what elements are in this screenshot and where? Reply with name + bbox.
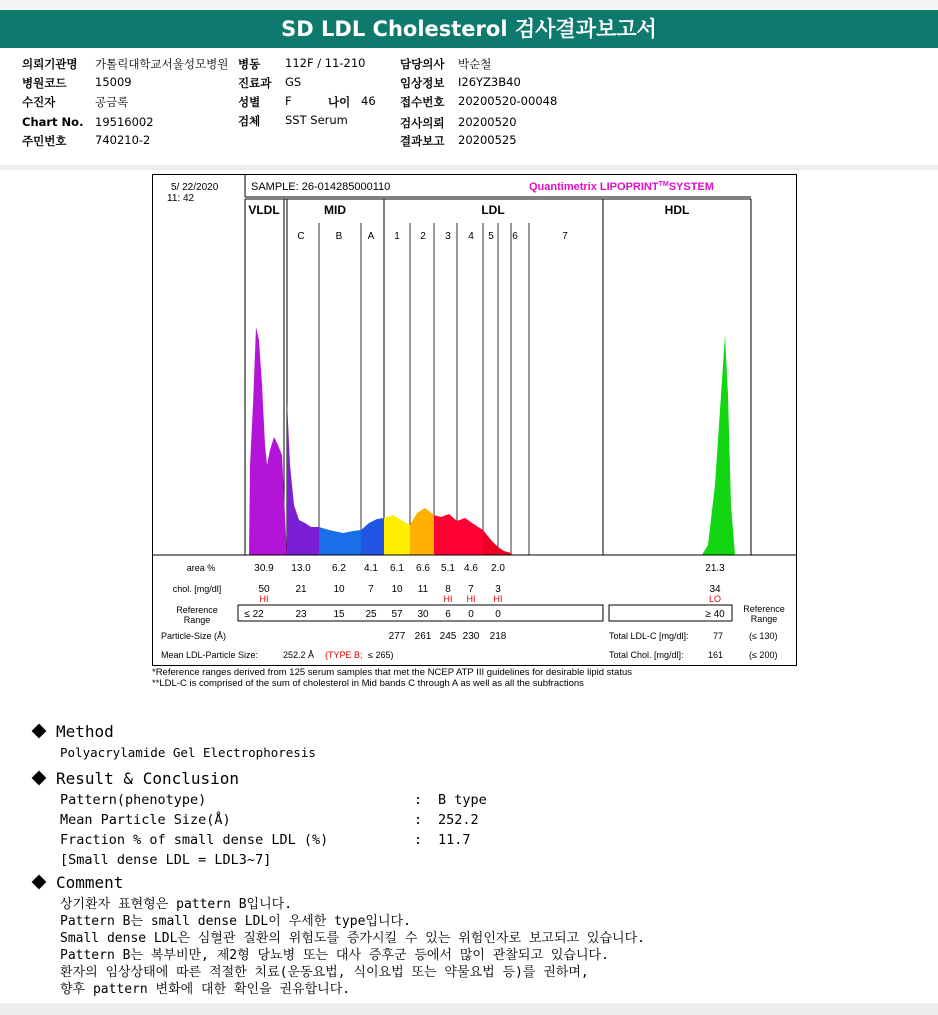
report-title: SD LDL Cholesterol 검사결과보고서 [0, 10, 938, 48]
footer-bar [0, 1003, 938, 1015]
report-label: 결과보고 [400, 134, 445, 148]
area-value: 5.1 [441, 563, 455, 574]
total-chol-value: 161 [708, 650, 724, 660]
total-ldl-ref: (≤ 130) [749, 631, 778, 641]
result-row-sep: : [414, 812, 423, 828]
ldl2-area [410, 508, 434, 555]
band-label: 1 [394, 231, 400, 242]
band-label: C [297, 231, 305, 242]
patient-info [0, 54, 938, 162]
request: 20200520 [458, 115, 517, 129]
row-label-area: area % [186, 563, 216, 573]
receipt: 20200520-00048 [458, 94, 558, 108]
ref-value: 6 [445, 609, 451, 620]
chol-value: 10 [333, 584, 345, 595]
hosp-code-label: 병원코드 [22, 76, 67, 90]
result-heading: Result & Conclusion [32, 769, 239, 788]
ref-value: ≤ 22 [244, 609, 264, 620]
hdl-chol-value: 34 [709, 584, 721, 595]
area-value: 4.6 [464, 563, 478, 574]
result-row-label: Fraction % of small dense LDL (%) [60, 832, 329, 848]
group-label: VLDL [248, 203, 280, 217]
row-label-chol: chol. [mg/dl] [172, 584, 222, 594]
note-2: **LDL-C is comprised of the sum of cholesterol in Mid bands C through A as well as all the subfractions [152, 678, 584, 689]
separator [0, 165, 938, 170]
group-label: HDL [664, 203, 690, 217]
hdl-ref-value: ≥ 40 [705, 609, 725, 620]
ref-value: 23 [295, 609, 307, 620]
total-chol-ref: (≤ 200) [749, 650, 778, 660]
request-label: 검사의뢰 [400, 116, 445, 130]
sex-label: 성별 [238, 95, 261, 109]
result-row-value: B type [438, 792, 487, 808]
top-border [0, 0, 938, 10]
hosp-code: 15009 [95, 75, 132, 89]
area-value: 6.2 [332, 563, 346, 574]
idnum-label: 주민번호 [22, 134, 67, 148]
group-label: LDL [481, 203, 505, 217]
area-value: 6.6 [416, 563, 430, 574]
chol-value: 50 [258, 584, 270, 595]
mid-c-area [287, 400, 319, 555]
lipoprint-svg [153, 175, 796, 665]
report-date: 20200525 [458, 133, 517, 147]
ref-value: 30 [417, 609, 429, 620]
doctor: 박순철 [458, 57, 492, 71]
band-label: 6 [512, 231, 518, 242]
method-heading: Method [32, 722, 114, 741]
diamond-bullet-icon [32, 724, 47, 739]
chart-notes [152, 667, 632, 689]
particle-size: 230 [462, 631, 480, 642]
comment-line: Pattern B는 small dense LDL이 우세한 type입니다. [60, 914, 411, 929]
band-label: A [367, 231, 375, 242]
specimen: SST Serum [285, 113, 348, 127]
chol-flag: HI [466, 594, 476, 604]
system-name: Quantimetrix LIPOPRINT™SYSTEM [529, 181, 714, 193]
dept: GS [285, 75, 302, 89]
idnum: 740210-2 [95, 133, 151, 147]
ref-value: 0 [495, 609, 501, 620]
ldl5-area [483, 530, 511, 555]
clinical: I26YZ3B40 [458, 75, 521, 89]
group-label: MID [324, 203, 346, 217]
patient-label: 수진자 [22, 95, 56, 109]
ldl3-area [434, 514, 457, 555]
method-text: Polyacrylamide Gel Electrophoresis [60, 745, 316, 760]
clinical-label: 임상정보 [400, 76, 445, 90]
band-label: 2 [420, 231, 426, 242]
band-label: 5 [488, 231, 494, 242]
ldl4-area [457, 518, 483, 555]
chol-flag: HI [259, 594, 269, 604]
ref-right-label: Range [750, 614, 778, 624]
particle-size: 261 [414, 631, 432, 642]
particle-size: 277 [388, 631, 406, 642]
ref-value: 25 [365, 609, 377, 620]
area-value: 2.0 [491, 563, 505, 574]
age-label: 나이 [328, 95, 351, 109]
chart-date: 5/ 22/2020 [171, 182, 219, 193]
row-label-ref: Range [183, 615, 211, 625]
ward-label: 병동 [238, 57, 261, 71]
band-label: 7 [562, 231, 568, 242]
receipt-label: 접수번호 [400, 95, 445, 109]
comment-line: 향후 pattern 변화에 대한 확인을 권유합니다. [60, 982, 351, 997]
chol-flag: HI [493, 594, 503, 604]
req-org: 가톨릭대학교서울성모병원 [95, 57, 229, 71]
hdl-area-value: 21.3 [705, 563, 725, 574]
row-label-ref: Reference [176, 605, 218, 615]
vldl-area [249, 327, 287, 555]
ref-value: 0 [468, 609, 474, 620]
chol-value: 7 [368, 584, 374, 595]
row-label-mean: Mean LDL-Particle Size: [161, 650, 259, 660]
total-chol-label: Total Chol. [mg/dl]: [609, 650, 684, 660]
chol-value: 11 [417, 584, 429, 595]
particle-size: 218 [489, 631, 507, 642]
band-label: 4 [468, 231, 474, 242]
area-value: 4.1 [364, 563, 378, 574]
chart-sample: SAMPLE: 26-014285000110 [251, 181, 391, 193]
mid-a-area [361, 518, 384, 555]
chart-label: Chart No. [22, 115, 84, 129]
result-row-sep: : [414, 792, 423, 808]
ref-right-label: Reference [743, 604, 785, 614]
hdl-chol-flag: LO [708, 594, 722, 604]
hdl-area [702, 335, 735, 555]
sex: F [285, 94, 292, 108]
chol-value: 7 [468, 584, 474, 595]
diamond-bullet-icon [32, 771, 47, 786]
result-row-label: Pattern(phenotype) [60, 792, 207, 808]
comment-heading: Comment [32, 873, 123, 892]
total-ldl-value: 77 [713, 631, 724, 641]
area-value: 13.0 [291, 563, 311, 574]
result-row-value: 11.7 [438, 832, 471, 848]
row-label-particle: Particle-Size (Å) [161, 631, 227, 641]
age: 46 [361, 94, 376, 108]
ref-value: 15 [333, 609, 345, 620]
mean-ref: ≤ 265) [368, 650, 394, 660]
ldl1-area [384, 515, 410, 555]
comment-line: Small dense LDL은 심혈관 질환의 위험도를 증가시킬 수 있는 위험인자로 보고되고 있습니다. [60, 931, 645, 946]
req-org-label: 의뢰기관명 [22, 57, 78, 71]
result-row-value: 252.2 [438, 812, 479, 828]
note-1: *Reference ranges derived from 125 serum samples that met the NCEP ATP III guidelines for desirable lipid status [152, 667, 632, 678]
ref-value: 57 [391, 609, 403, 620]
area-value: 30.9 [254, 563, 274, 574]
comment-line: Pattern B는 복부비만, 제2형 당뇨병 또는 대사 증후군 등에서 많이 관찰되고 있습니다. [60, 948, 609, 963]
patient: 공금록 [95, 95, 129, 109]
diamond-bullet-icon [32, 875, 47, 890]
mean-size: 252.2 Å [283, 650, 315, 660]
chol-value: 21 [295, 584, 307, 595]
result-note: [Small dense LDL = LDL3~7] [60, 852, 272, 868]
mean-type: (TYPE B; [325, 650, 363, 660]
particle-size: 245 [439, 631, 457, 642]
doctor-label: 담당의사 [400, 57, 445, 71]
comment-line: 환자의 임상상태에 따른 적절한 치료(운동요법, 식이요법 또는 약물요법 등)를 권하며, [60, 965, 589, 980]
ward: 112F / 11-210 [285, 56, 366, 70]
chart-no: 19516002 [95, 115, 154, 129]
chart-time: 11: 42 [167, 193, 195, 204]
chart-marks [153, 199, 796, 660]
total-ldl-label: Total LDL-C [mg/dl]: [609, 631, 689, 641]
chol-value: 3 [495, 584, 501, 595]
result-row-sep: : [414, 832, 423, 848]
result-row-label: Mean Particle Size(Å) [60, 812, 231, 828]
chol-flag: HI [443, 594, 453, 604]
band-label: B [335, 231, 343, 242]
chol-value: 10 [391, 584, 403, 595]
dept-label: 진료과 [238, 76, 272, 90]
specimen-label: 검체 [238, 114, 261, 128]
band-label: 3 [445, 231, 451, 242]
lipoprint-chart [152, 174, 797, 666]
area-value: 6.1 [390, 563, 404, 574]
comment-line: 상기환자 표현형은 pattern B입니다. [60, 897, 293, 912]
mid-b-area [319, 527, 361, 555]
chol-value: 8 [445, 584, 451, 595]
